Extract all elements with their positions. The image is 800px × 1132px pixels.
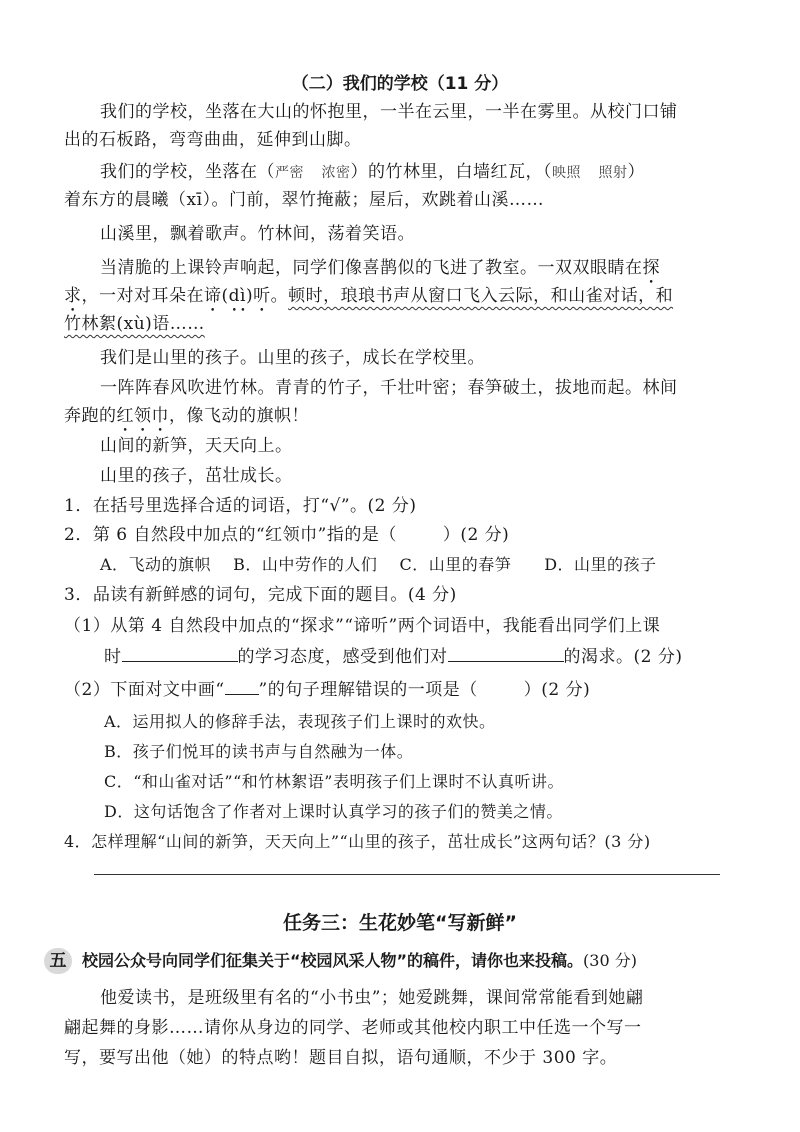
question-2-options: A．飞动的旗帜 B．山中劳作的人们 C．山里的春笋 D．山里的孩子 [100,555,657,574]
writing-prompt-text: 校园公众号向同学们征集关于“校园风采人物”的稿件，请你也来投稿。 [82,951,584,970]
q3-2-text: （2）下面对文中画“ [64,680,225,700]
q3-1-text: 的学习态度，感受到他们对 [237,647,448,667]
dotted-word: 红领巾 [116,406,169,426]
word-choice-option[interactable]: 浓密 [321,165,351,181]
question-1: 1．在括号里选择合适的词语，打“√”。(2 分) [64,496,417,516]
question-4: 4．怎样理解“山间的新笋，天天向上”“山里的孩子，茁壮成长”这两句话？(3 分) [64,832,651,851]
q3-1-text: 的渴求。(2 分) [563,647,683,667]
underline-sample [225,676,259,695]
passage-p6-text: 奔跑的 [64,406,117,426]
question-2 [64,521,509,549]
task-title: 任务三：生花妙笔“写新鲜” [283,912,517,934]
q3-1-text: 时 [104,647,122,667]
dotted-word: 求 [64,286,82,306]
fill-blank[interactable] [448,643,564,662]
passage-p4-text: 。 [270,286,289,306]
question-3: 3．品读有新鲜感的词句，完成下面的题目。(4 分) [64,585,457,605]
task-body-line3: 写，要写出他（她）的特点哟！题目自拟，语句通顺，不少于 300 字。 [64,1048,618,1068]
passage-p6-line2 [64,402,309,436]
passage-p4-text: ，一对对耳朵在 [81,286,204,306]
passage-p8: 山里的孩子，茁壮成长。 [100,466,293,486]
section-badge: 五 [44,948,72,974]
question-3-1-blanks [104,643,682,671]
passage-p6-line1: 一阵阵春风吹进竹林。青青的竹子，千壮叶密；春笋破土，拔地而起。林间 [100,378,678,398]
question-2-text: 2．第 6 自然段中加点的“红领巾”指的是（ [64,525,397,545]
word-choice-option[interactable]: 严密 [275,165,304,181]
passage-p6-text: ，像飞动的旗帜！ [169,406,309,426]
task-body-line2: 翩起舞的身影……请你从身边的同学、老师或其他校内职工中任选一个写一 [64,1018,642,1038]
passage-p3: 山溪里，飘着歌声。竹林间，荡着笑语。 [100,224,415,244]
option-b: B．孩子们悦耳的读书声与自然融为一体。 [104,742,414,761]
word-choice-option[interactable]: 照射 [598,165,628,181]
passage-p2-text-c: ） [627,162,645,182]
answer-line[interactable] [94,874,720,875]
writing-prompt [82,947,637,975]
option-c: C．“和山雀对话”“和竹林絮语”表明孩子们上课时不认真听讲。 [104,772,564,791]
passage-p7: 山间的新笋，天天向上。 [100,436,293,456]
question-3-2 [64,676,590,704]
passage-p4-line3 [64,310,205,338]
option-d: D．这句话饱含了作者对上课时认真学习的孩子们的赞美之情。 [104,802,563,821]
section-title: （二）我们的学校（11 分） [291,74,509,94]
fill-blank[interactable] [122,643,238,662]
dotted-word: 探 [642,258,660,278]
passage-p4-text: 当清脆的上课铃声响起，同学们像喜鹊似的飞进了教室。一双双眼睛在 [100,258,643,278]
q3-2-score: ）(2 分) [523,680,591,700]
passage-p1-line2: 出的石板路，弯弯曲曲，延伸到山脚。 [64,130,362,150]
passage-p1-line1: 我们的学校，坐落在大山的怀抱里，一半在云里，一半在雾里。从校门口铺 [100,102,678,122]
question-2-score: ）(2 分) [442,525,510,545]
dotted-word: 谛(dì)听 [204,286,271,306]
wavy-underlined-sentence: 竹林絮(xù)语…… [64,314,205,334]
option-a: A．运用拟人的修辞手法，表现孩子们上课时的欢快。 [104,712,496,731]
passage-p2-line1 [100,158,645,187]
passage-p2-text-b: ）的竹林里，白墙红瓦，（ [350,162,552,182]
wavy-underlined-sentence: 顿时，琅琅书声从窗口飞入云际，和山雀对话，和 [288,286,674,306]
passage-p2-line2: 着东方的晨曦（xī）。门前，翠竹掩蔽；屋后，欢跳着山溪…… [64,190,545,210]
writing-prompt-score: (30 分) [583,951,637,970]
q3-2-text: ”的句子理解错误的一项是（ [258,680,478,700]
question-3-1: （1）从第 4 自然段中加点的“探求”“谛听”两个词语中，我能看出同学们上课 [64,616,661,636]
passage-p5: 我们是山里的孩子。山里的孩子，成长在学校里。 [100,348,485,368]
word-choice-option[interactable]: 映照 [552,165,581,181]
task-body-line1: 他爱读书，是班级里有名的“小书虫”；她爱跳舞，课间常常能看到她翩 [100,988,644,1008]
passage-p2-text-a: 我们的学校，坐落在（ [100,162,275,182]
